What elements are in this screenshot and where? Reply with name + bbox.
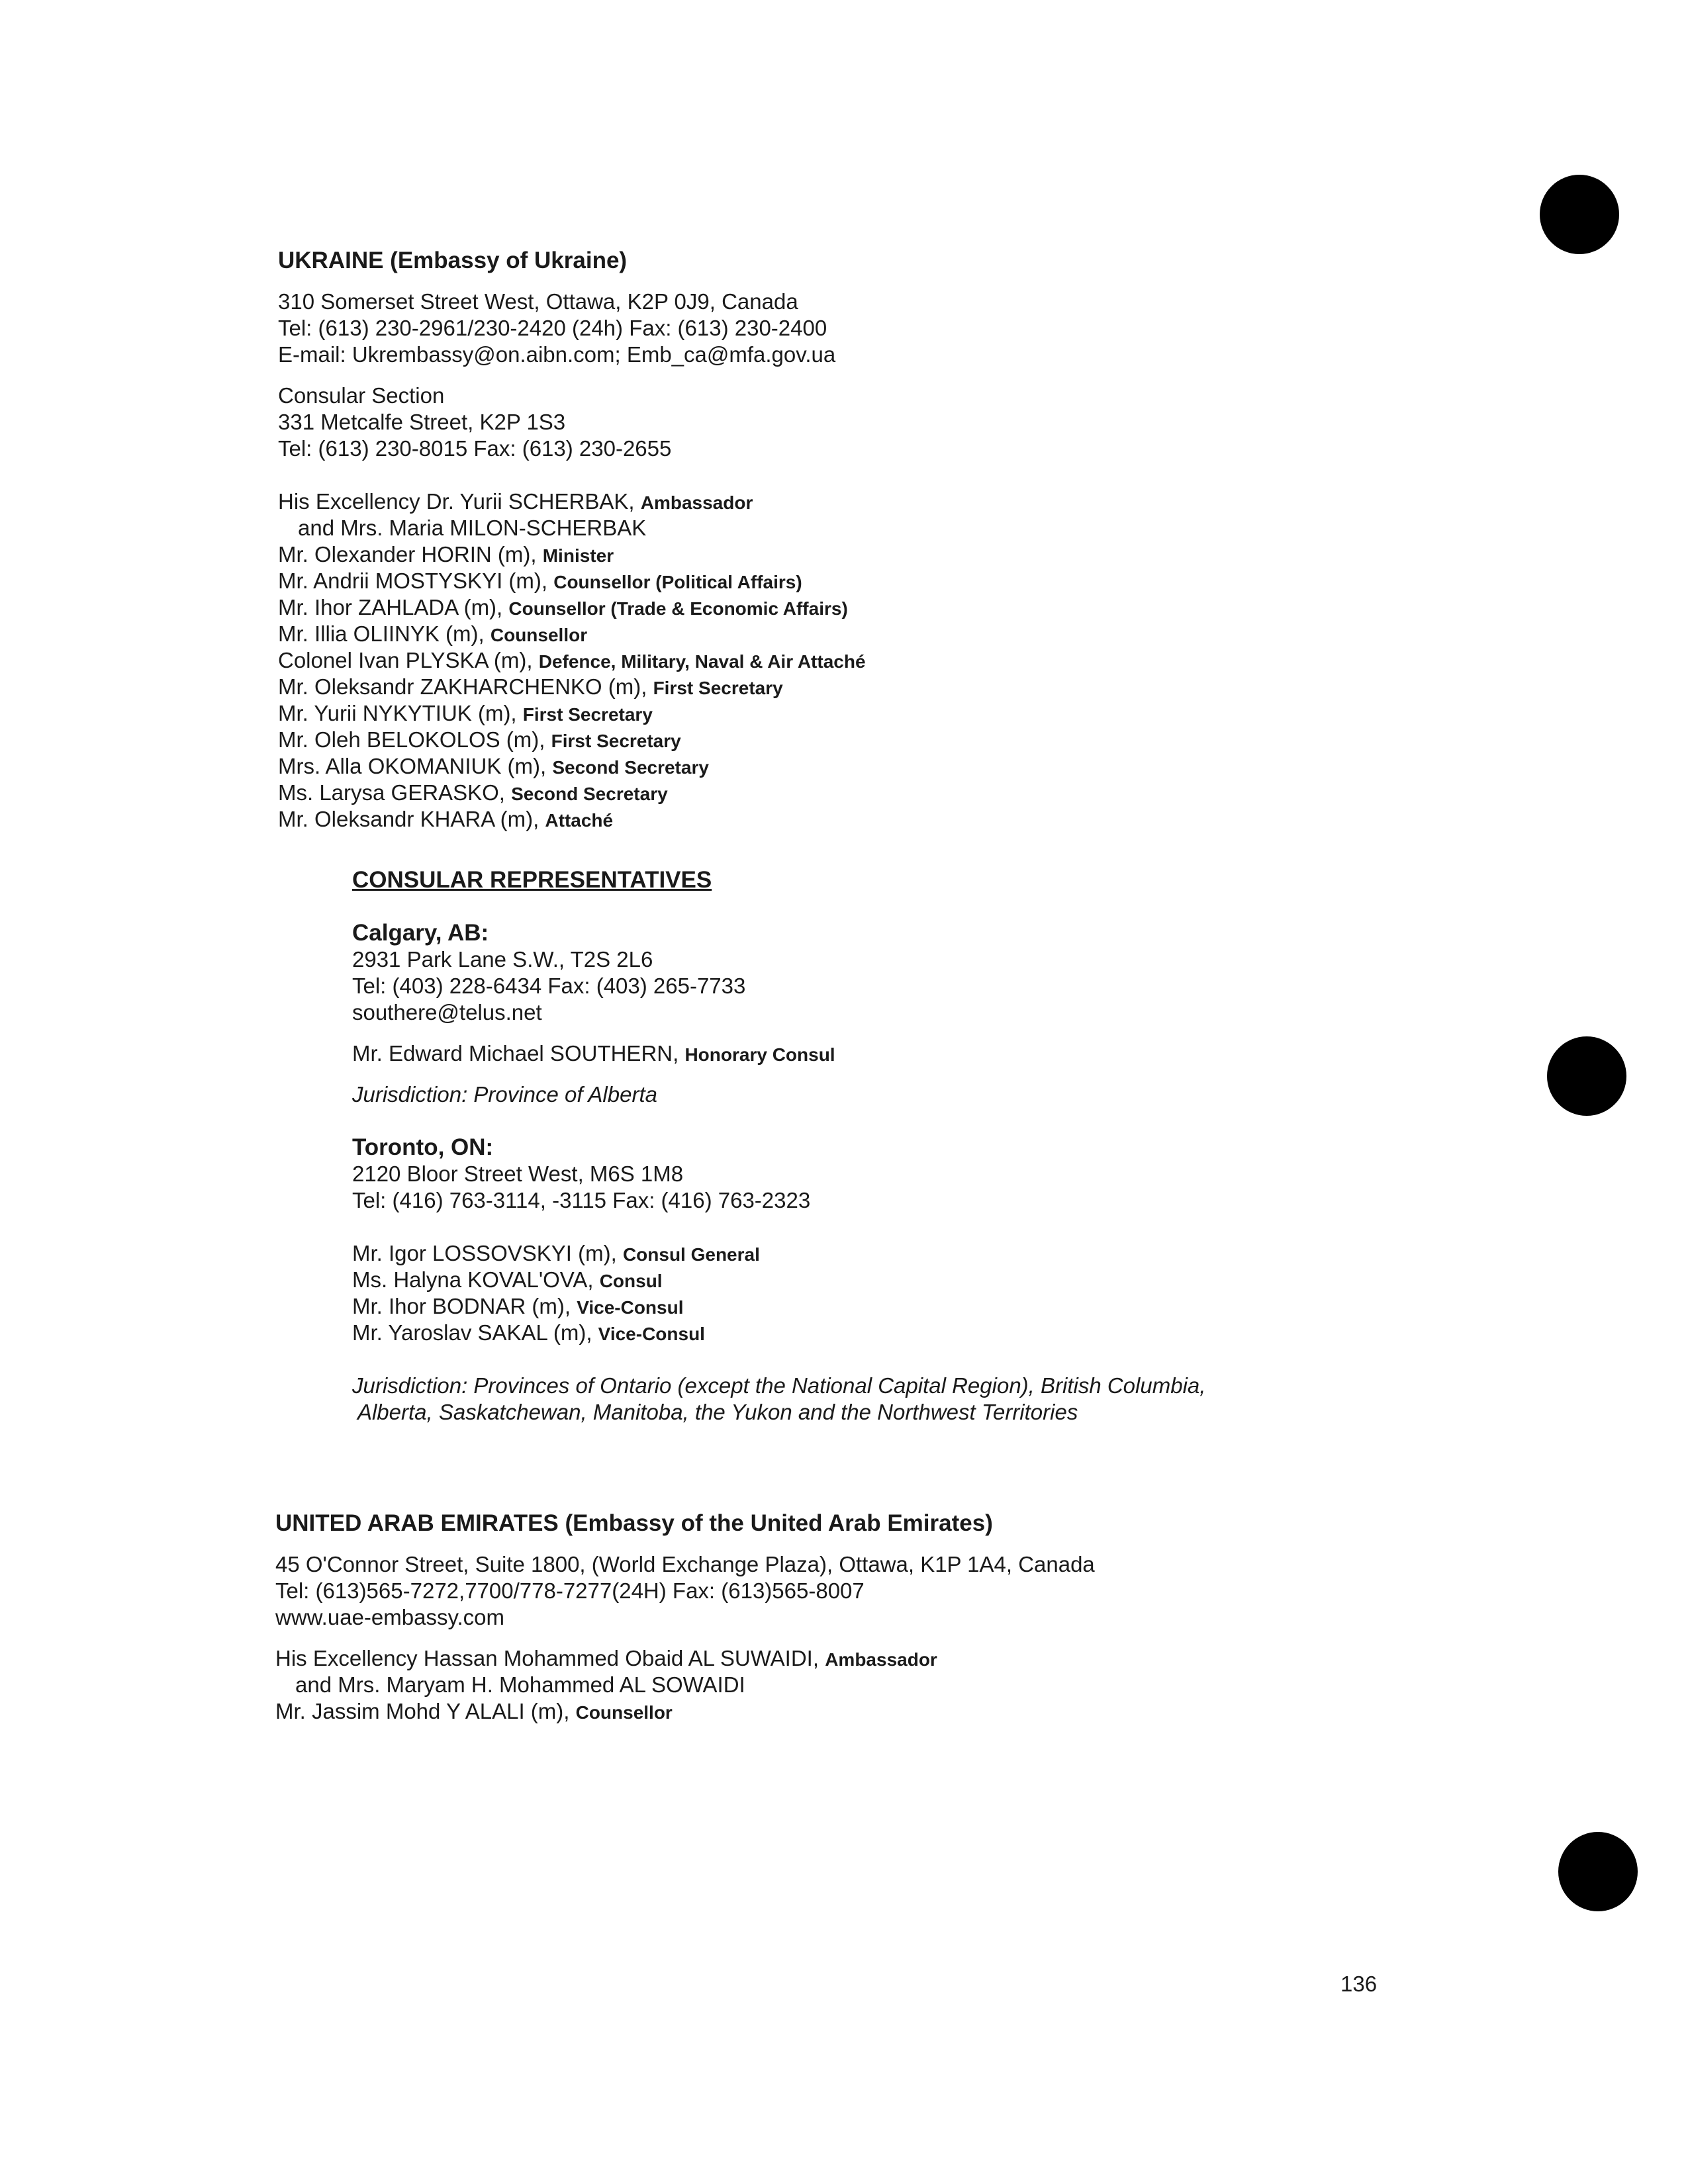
calgary-phone: Tel: (403) 228-6434 Fax: (403) 265-7733 bbox=[352, 974, 746, 998]
calgary-city: Calgary, AB: bbox=[352, 920, 489, 946]
staff-entry: Ms. Halyna KOVAL'OVA, Consul bbox=[352, 1267, 663, 1292]
ukraine-address: 310 Somerset Street West, Ottawa, K2P 0J9, Canada bbox=[278, 289, 798, 314]
uae-heading: UNITED ARAB EMIRATES (Embassy of the United Arab Emirates) bbox=[275, 1510, 993, 1536]
toronto-city: Toronto, ON: bbox=[352, 1134, 494, 1160]
staff-entry: His Excellency Hassan Mohammed Obaid AL SUWAIDI, Ambassador bbox=[275, 1646, 937, 1670]
uae-phone: Tel: (613)565-7272,7700/778-7277(24H) Fax: (613)565-8007 bbox=[275, 1578, 865, 1603]
staff-entry: Mr. Yurii NYKYTIUK (m), First Secretary bbox=[278, 701, 653, 725]
ukraine-email: E-mail: Ukrembassy@on.aibn.com; Emb_ca@mfa.gov.ua bbox=[278, 342, 836, 367]
toronto-jurisdiction-cont: Alberta, Saskatchewan, Manitoba, the Yukon and the Northwest Territories bbox=[352, 1400, 1078, 1424]
staff-entry: Mr. Illia OLIINYK (m), Counsellor bbox=[278, 621, 588, 646]
staff-entry: Mr. Igor LOSSOVSKYI (m), Consul General bbox=[352, 1241, 760, 1265]
calgary-jurisdiction: Jurisdiction: Province of Alberta bbox=[352, 1082, 657, 1107]
uae-website: www.uae-embassy.com bbox=[275, 1605, 505, 1629]
calgary-consul: Mr. Edward Michael SOUTHERN, Honorary Consul bbox=[352, 1041, 835, 1066]
toronto-address: 2120 Bloor Street West, M6S 1M8 bbox=[352, 1161, 684, 1186]
staff-entry: Mr. Olexander HORIN (m), Minister bbox=[278, 542, 614, 567]
staff-entry: Mrs. Alla OKOMANIUK (m), Second Secretary bbox=[278, 754, 709, 778]
staff-entry: Mr. Oleh BELOKOLOS (m), First Secretary bbox=[278, 727, 681, 752]
toronto-consulate bbox=[352, 1134, 1205, 1426]
ukraine-section bbox=[278, 248, 866, 833]
consular-representatives bbox=[352, 867, 1205, 1426]
ukraine-staff-list bbox=[278, 488, 866, 833]
staff-entry: Mr. Oleksandr ZAKHARCHENKO (m), First Secretary bbox=[278, 674, 783, 699]
staff-entry: Mr. Jassim Mohd Y ALALI (m), Counsellor bbox=[275, 1699, 673, 1723]
calgary-email: southere@telus.net bbox=[352, 1000, 542, 1024]
consular-section-phone: Tel: (613) 230-8015 Fax: (613) 230-2655 bbox=[278, 436, 672, 461]
calgary-address: 2931 Park Lane S.W., T2S 2L6 bbox=[352, 947, 653, 972]
staff-entry: and Mrs. Maria MILON-SCHERBAK bbox=[298, 516, 647, 540]
consular-heading: CONSULAR REPRESENTATIVES bbox=[352, 867, 712, 893]
uae-section bbox=[275, 1510, 1095, 1725]
punch-hole bbox=[1558, 1832, 1638, 1911]
ukraine-phone: Tel: (613) 230-2961/230-2420 (24h) Fax: (613) 230-2400 bbox=[278, 316, 827, 340]
consular-section-address: 331 Metcalfe Street, K2P 1S3 bbox=[278, 410, 566, 434]
staff-entry: Mr. Andrii MOSTYSKYI (m), Counsellor (Political Affairs) bbox=[278, 569, 802, 593]
consular-section-title: Consular Section bbox=[278, 383, 445, 408]
staff-entry: Colonel Ivan PLYSKA (m), Defence, Military, Naval & Air Attaché bbox=[278, 648, 866, 672]
staff-entry: His Excellency Dr. Yurii SCHERBAK, Ambassador bbox=[278, 489, 753, 514]
toronto-jurisdiction: Jurisdiction: Provinces of Ontario (except the National Capital Region), British Columbia, bbox=[352, 1373, 1206, 1398]
staff-entry: Mr. Ihor BODNAR (m), Vice-Consul bbox=[352, 1294, 684, 1318]
page-number: 136 bbox=[1340, 1972, 1378, 1996]
staff-entry: Mr. Oleksandr KHARA (m), Attaché bbox=[278, 807, 614, 831]
calgary-consulate bbox=[352, 920, 1205, 1108]
punch-hole bbox=[1540, 175, 1619, 254]
ukraine-heading: UKRAINE (Embassy of Ukraine) bbox=[278, 248, 628, 273]
toronto-phone: Tel: (416) 763-3114, -3115 Fax: (416) 763-2323 bbox=[352, 1188, 811, 1212]
uae-address: 45 O'Connor Street, Suite 1800, (World Exchange Plaza), Ottawa, K1P 1A4, Canada bbox=[275, 1552, 1095, 1576]
punch-hole bbox=[1547, 1036, 1626, 1116]
staff-entry: Mr. Ihor ZAHLADA (m), Counsellor (Trade & Economic Affairs) bbox=[278, 595, 848, 619]
staff-entry: Ms. Larysa GERASKO, Second Secretary bbox=[278, 780, 668, 805]
staff-entry: Mr. Yaroslav SAKAL (m), Vice-Consul bbox=[352, 1320, 705, 1345]
staff-entry: and Mrs. Maryam H. Mohammed AL SOWAIDI bbox=[295, 1672, 745, 1697]
